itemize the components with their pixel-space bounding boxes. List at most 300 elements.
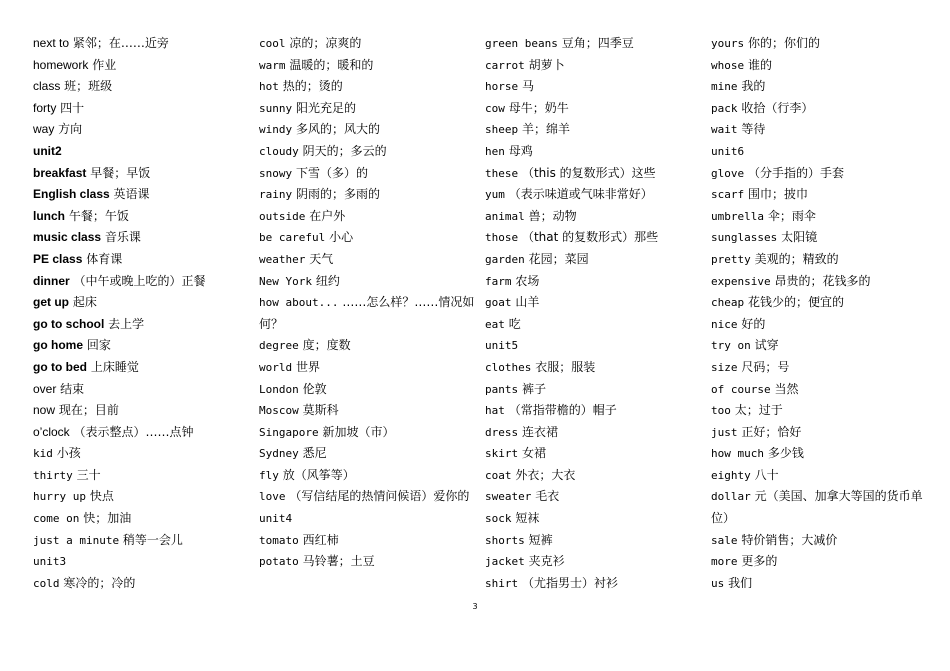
vocab-meaning: 我的 bbox=[741, 79, 766, 94]
vocab-meaning: 谁的 bbox=[747, 57, 772, 72]
vocab-meaning: 热的；烫的 bbox=[282, 79, 343, 94]
vocab-entry bbox=[485, 530, 703, 552]
vocab-entry bbox=[711, 271, 929, 293]
vocab-word: expensive bbox=[711, 274, 771, 288]
vocab-entry bbox=[485, 292, 703, 314]
vocab-entry bbox=[711, 206, 929, 228]
vocab-word: yum bbox=[485, 188, 505, 202]
vocab-meaning: 正好；恰好 bbox=[741, 424, 802, 439]
vocab-word: just bbox=[711, 425, 738, 439]
vocab-word: windy bbox=[259, 123, 293, 137]
vocab-word: Sydney bbox=[259, 447, 299, 461]
vocab-entry bbox=[485, 314, 703, 336]
vocab-meaning: 你的；你们的 bbox=[747, 36, 820, 50]
vocab-word: try on bbox=[711, 339, 751, 353]
vocab-entry bbox=[485, 422, 703, 444]
vocab-entry bbox=[485, 249, 703, 271]
vocab-word: next to bbox=[33, 36, 70, 50]
vocab-word: hen bbox=[485, 144, 505, 158]
vocab-word: unit2 bbox=[33, 143, 62, 158]
vocab-entry bbox=[485, 335, 703, 357]
vocab-meaning: 小孩 bbox=[56, 446, 81, 461]
vocab-word: whose bbox=[711, 58, 745, 72]
vocab-entry bbox=[259, 486, 477, 508]
vocab-word: nice bbox=[711, 317, 738, 331]
vocab-word: snowy bbox=[259, 166, 293, 180]
vocab-meaning: 太；过于 bbox=[734, 403, 783, 418]
vocab-meaning: 阴天的；多云的 bbox=[302, 143, 387, 158]
vocab-word: wait bbox=[711, 123, 738, 137]
vocab-meaning: 当然 bbox=[774, 381, 799, 396]
vocab-entry bbox=[33, 573, 251, 595]
vocab-entry bbox=[33, 98, 251, 120]
vocab-meaning: 连衣裙 bbox=[521, 424, 558, 439]
vocab-entry bbox=[485, 98, 703, 120]
vocab-meaning: 特价销售；大减价 bbox=[741, 532, 838, 547]
vocab-word: cold bbox=[33, 576, 60, 590]
vocab-meaning: 母鸡 bbox=[508, 143, 533, 158]
vocab-meaning: 西红柿 bbox=[302, 532, 339, 547]
vocab-word: skirt bbox=[485, 447, 519, 461]
vocab-entry bbox=[259, 119, 477, 141]
vocab-word: Moscow bbox=[259, 404, 299, 418]
vocab-word: hot bbox=[259, 80, 279, 94]
vocab-meaning: 元（美国、加拿大等国的货币单位） bbox=[711, 489, 923, 526]
vocab-meaning: 多风的；风大的 bbox=[295, 122, 380, 137]
vocab-entry bbox=[711, 314, 929, 336]
vocab-word: carrot bbox=[485, 58, 525, 72]
vocab-meaning: 等待 bbox=[741, 122, 766, 137]
vocab-column-1 bbox=[33, 33, 251, 594]
vocab-entry bbox=[33, 379, 251, 401]
vocab-meaning: 早餐；早饭 bbox=[90, 165, 151, 180]
vocab-meaning: 快点 bbox=[89, 489, 114, 504]
vocab-column-2 bbox=[259, 33, 477, 573]
vocab-entry bbox=[259, 357, 477, 379]
vocab-word: degree bbox=[259, 339, 299, 353]
vocab-entry bbox=[259, 271, 477, 293]
vocab-word: get up bbox=[33, 295, 69, 310]
vocab-meaning: 农场 bbox=[515, 273, 540, 288]
vocab-meaning: 班；班级 bbox=[64, 79, 113, 94]
vocab-entry bbox=[33, 76, 251, 98]
vocab-meaning: 毛衣 bbox=[535, 489, 560, 504]
vocab-entry bbox=[711, 422, 929, 444]
vocab-meaning: 外衣；大衣 bbox=[515, 467, 576, 482]
vocab-word: world bbox=[259, 360, 293, 374]
vocab-entry bbox=[259, 249, 477, 271]
vocab-word: sock bbox=[485, 512, 512, 526]
vocab-word: hurry up bbox=[33, 490, 86, 504]
vocab-entry bbox=[485, 271, 703, 293]
vocab-entry bbox=[711, 443, 929, 465]
vocab-meaning: 新加坡（市） bbox=[322, 424, 395, 439]
vocab-entry bbox=[259, 422, 477, 444]
vocab-meaning: 山羊 bbox=[515, 295, 540, 310]
vocab-meaning: 收拾（行李） bbox=[741, 100, 814, 115]
vocab-meaning: 围巾；披巾 bbox=[747, 187, 808, 202]
vocab-entry bbox=[485, 551, 703, 573]
vocab-meaning: 花钱少的；便宜的 bbox=[747, 295, 844, 310]
vocab-word: cool bbox=[259, 37, 286, 50]
vocab-meaning: 母牛；奶牛 bbox=[508, 100, 569, 115]
vocab-meaning: 阴雨的；多雨的 bbox=[295, 187, 380, 202]
vocab-word: yours bbox=[711, 37, 745, 50]
vocab-entry bbox=[33, 508, 251, 530]
vocab-meaning: 天气 bbox=[309, 251, 334, 266]
vocab-word: homework bbox=[33, 57, 89, 72]
vocab-word: forty bbox=[33, 100, 57, 115]
vocab-meaning: 午餐；午饭 bbox=[68, 208, 129, 223]
vocab-entry bbox=[259, 163, 477, 185]
vocab-meaning: 胡萝卜 bbox=[528, 57, 565, 72]
page-number: 3 bbox=[472, 602, 478, 611]
vocab-meaning: 寒冷的；冷的 bbox=[63, 575, 136, 590]
vocab-entry bbox=[485, 508, 703, 530]
vocab-meaning: 羊；绵羊 bbox=[521, 122, 570, 137]
vocab-entry bbox=[711, 76, 929, 98]
vocab-meaning: （that 的复数形式）那些 bbox=[521, 230, 659, 245]
vocab-entry bbox=[711, 551, 929, 573]
vocab-meaning: 试穿 bbox=[754, 338, 779, 353]
vocab-word: pack bbox=[711, 101, 738, 115]
vocab-entry bbox=[259, 379, 477, 401]
vocab-entry bbox=[259, 400, 477, 422]
vocab-meaning: 起床 bbox=[72, 295, 97, 310]
vocab-entry bbox=[33, 227, 251, 249]
vocab-meaning: 吃 bbox=[508, 316, 521, 331]
vocab-entry bbox=[33, 292, 251, 314]
vocab-meaning: 温暖的；暖和的 bbox=[289, 57, 374, 72]
vocab-entry bbox=[711, 530, 929, 552]
vocab-entry bbox=[33, 55, 251, 77]
vocab-word: pants bbox=[485, 382, 519, 396]
vocab-entry bbox=[33, 184, 251, 206]
vocab-word: eighty bbox=[711, 468, 751, 482]
vocab-entry bbox=[485, 206, 703, 228]
vocab-word: unit3 bbox=[33, 555, 67, 569]
vocab-word: glove bbox=[711, 166, 745, 180]
vocab-entry bbox=[711, 119, 929, 141]
vocab-word: come on bbox=[33, 512, 80, 526]
vocab-word: how much bbox=[711, 447, 764, 461]
vocab-entry bbox=[711, 33, 929, 55]
vocab-meaning: 世界 bbox=[295, 359, 320, 374]
vocab-meaning: （this 的复数形式）这些 bbox=[521, 165, 656, 180]
vocab-word: these bbox=[485, 166, 519, 180]
vocab-word: sheep bbox=[485, 123, 519, 137]
vocab-word: class bbox=[33, 79, 61, 94]
vocab-entry bbox=[485, 379, 703, 401]
vocab-word: way bbox=[33, 122, 55, 137]
vocab-word: go home bbox=[33, 338, 83, 353]
vocab-entry bbox=[485, 119, 703, 141]
vocab-word: garden bbox=[485, 252, 525, 266]
vocab-entry bbox=[485, 55, 703, 77]
vocab-entry bbox=[259, 76, 477, 98]
vocab-entry bbox=[33, 249, 251, 271]
vocab-word: music class bbox=[33, 230, 102, 245]
vocab-meaning: 稍等一会儿 bbox=[122, 532, 183, 547]
vocab-meaning: （中午或晚上吃的）正餐 bbox=[73, 273, 206, 288]
vocab-meaning: （尤指男士）衬衫 bbox=[521, 575, 618, 590]
vocab-word: weather bbox=[259, 252, 306, 266]
vocab-meaning: 夹克衫 bbox=[528, 554, 565, 569]
vocab-entry bbox=[259, 530, 477, 552]
vocab-entry bbox=[33, 33, 251, 55]
vocab-word: clothes bbox=[485, 360, 532, 374]
vocab-meaning: 马 bbox=[521, 79, 534, 94]
vocab-word: those bbox=[485, 231, 519, 245]
vocab-meaning: 快；加油 bbox=[83, 511, 132, 526]
vocab-word: sunglasses bbox=[711, 231, 778, 245]
vocab-word: warm bbox=[259, 58, 286, 72]
vocab-column-4 bbox=[711, 33, 929, 594]
vocab-meaning: 度；度数 bbox=[302, 338, 351, 353]
vocab-entry bbox=[711, 163, 929, 185]
vocab-word: just a minute bbox=[33, 533, 120, 547]
vocab-meaning: 三十 bbox=[76, 467, 101, 482]
vocab-word: too bbox=[711, 404, 731, 418]
vocab-word: farm bbox=[485, 274, 512, 288]
vocab-meaning: 英语课 bbox=[113, 187, 150, 202]
vocab-word: kid bbox=[33, 447, 53, 461]
vocab-entry bbox=[485, 573, 703, 595]
vocab-entry bbox=[711, 98, 929, 120]
vocab-word: now bbox=[33, 403, 56, 418]
vocab-meaning: 昂贵的；花钱多的 bbox=[774, 273, 871, 288]
vocab-word: cheap bbox=[711, 296, 745, 310]
vocab-entry bbox=[711, 486, 929, 529]
vocab-meaning: 裤子 bbox=[521, 381, 546, 396]
vocab-entry bbox=[33, 271, 251, 293]
vocab-meaning: 太阳镜 bbox=[781, 230, 818, 245]
vocab-entry bbox=[485, 76, 703, 98]
vocab-entry bbox=[33, 314, 251, 336]
vocab-meaning: 悉尼 bbox=[302, 446, 327, 461]
vocab-entry bbox=[485, 465, 703, 487]
vocab-meaning: 伦敦 bbox=[302, 381, 327, 396]
vocab-word: tomato bbox=[259, 533, 299, 547]
vocab-meaning: 作业 bbox=[92, 57, 117, 72]
vocab-meaning: 上床睡觉 bbox=[90, 359, 139, 374]
vocab-entry bbox=[33, 530, 251, 552]
vocab-meaning: 衣服；服装 bbox=[535, 359, 596, 374]
vocab-meaning: 美观的；精致的 bbox=[754, 251, 839, 266]
vocab-word: love bbox=[259, 490, 286, 504]
vocab-meaning: 紧邻；在……近旁 bbox=[72, 36, 169, 50]
vocab-entry bbox=[259, 98, 477, 120]
vocab-meaning: 伞；雨伞 bbox=[767, 208, 816, 223]
vocab-word: go to bed bbox=[33, 359, 87, 374]
vocab-meaning: 现在；目前 bbox=[58, 403, 119, 418]
vocab-word: horse bbox=[485, 80, 519, 94]
vocab-entry bbox=[259, 551, 477, 573]
vocab-entry bbox=[485, 357, 703, 379]
vocab-entry bbox=[33, 163, 251, 185]
vocab-meaning: 放（风筝等） bbox=[282, 467, 355, 482]
vocab-word: unit6 bbox=[711, 144, 745, 158]
vocab-word: potato bbox=[259, 555, 299, 569]
vocab-meaning: 凉的；凉爽的 bbox=[289, 36, 362, 50]
vocab-word: animal bbox=[485, 209, 525, 223]
vocab-meaning: 去上学 bbox=[108, 316, 145, 331]
vocab-meaning: 兽；动物 bbox=[528, 208, 577, 223]
vocab-meaning: 四十 bbox=[60, 100, 85, 115]
vocab-meaning: 我们 bbox=[728, 575, 753, 590]
vocab-word: lunch bbox=[33, 208, 65, 223]
vocab-entry bbox=[711, 141, 929, 163]
vocab-meaning: （写信结尾的热情问候语）爱你的 bbox=[289, 489, 470, 504]
vocab-entry bbox=[711, 184, 929, 206]
vocab-entry bbox=[711, 249, 929, 271]
vocab-entry bbox=[711, 357, 929, 379]
vocab-word: Singapore bbox=[259, 425, 319, 439]
vocab-meaning: （表示整点）……点钟 bbox=[73, 424, 194, 439]
vocab-word: PE class bbox=[33, 251, 83, 266]
vocab-entry bbox=[485, 227, 703, 249]
vocab-word: English class bbox=[33, 187, 110, 202]
vocab-entry bbox=[259, 335, 477, 357]
vocab-word: of course bbox=[711, 382, 771, 396]
vocab-word: scarf bbox=[711, 188, 745, 202]
vocab-entry bbox=[33, 357, 251, 379]
vocab-word: umbrella bbox=[711, 209, 764, 223]
vocab-meaning: 马铃薯；土豆 bbox=[302, 554, 375, 569]
vocab-meaning: 回家 bbox=[86, 338, 111, 353]
vocab-entry bbox=[711, 292, 929, 314]
vocab-entry bbox=[485, 184, 703, 206]
vocab-entry bbox=[33, 422, 251, 444]
vocab-meaning: 莫斯科 bbox=[302, 403, 339, 418]
vocab-entry bbox=[259, 508, 477, 530]
vocab-word: unit5 bbox=[485, 339, 519, 353]
vocab-entry bbox=[711, 227, 929, 249]
vocab-meaning: 体育课 bbox=[86, 251, 123, 266]
vocab-meaning: 短裤 bbox=[528, 532, 553, 547]
vocab-entry bbox=[711, 55, 929, 77]
vocab-entry bbox=[259, 465, 477, 487]
vocab-meaning: 短袜 bbox=[515, 511, 540, 526]
vocab-entry bbox=[711, 400, 929, 422]
vocab-meaning: 豆角；四季豆 bbox=[561, 36, 634, 50]
vocab-word: fly bbox=[259, 468, 279, 482]
vocab-entry bbox=[33, 551, 251, 573]
vocab-meaning: （表示味道或气味非常好） bbox=[508, 187, 653, 202]
vocab-entry bbox=[33, 206, 251, 228]
vocab-word: over bbox=[33, 381, 57, 396]
vocab-meaning: （分手指的）手套 bbox=[747, 165, 844, 180]
vocab-meaning: ……怎么样？……情况如何？ bbox=[259, 295, 475, 331]
vocab-word: dress bbox=[485, 425, 519, 439]
vocab-meaning: 音乐课 bbox=[104, 230, 141, 245]
vocab-entry bbox=[259, 184, 477, 206]
vocab-meaning: 在户外 bbox=[309, 208, 346, 223]
vocab-entry bbox=[711, 335, 929, 357]
vocab-word: jacket bbox=[485, 555, 525, 569]
vocab-word: sunny bbox=[259, 101, 293, 115]
vocab-word: unit4 bbox=[259, 512, 293, 526]
vocab-word: eat bbox=[485, 317, 505, 331]
vocab-word: shirt bbox=[485, 576, 519, 590]
vocab-word: London bbox=[259, 382, 299, 396]
vocab-entry bbox=[259, 206, 477, 228]
vocab-word: go to school bbox=[33, 316, 105, 331]
vocab-entry bbox=[259, 141, 477, 163]
vocab-meaning: 好的 bbox=[741, 316, 766, 331]
vocab-entry bbox=[33, 141, 251, 163]
vocab-meaning: 更多的 bbox=[741, 554, 778, 569]
vocab-entry bbox=[485, 141, 703, 163]
vocab-word: o’clock bbox=[33, 424, 70, 439]
vocab-word: dollar bbox=[711, 490, 751, 504]
vocab-meaning: （常指带檐的）帽子 bbox=[508, 403, 617, 418]
vocab-word: green beans bbox=[485, 37, 558, 50]
vocab-word: sale bbox=[711, 533, 738, 547]
vocab-entry bbox=[259, 227, 477, 249]
vocab-entry bbox=[259, 55, 477, 77]
vocab-meaning: 多少钱 bbox=[767, 446, 804, 461]
vocab-entry bbox=[485, 486, 703, 508]
vocab-word: New York bbox=[259, 274, 312, 288]
vocab-word: pretty bbox=[711, 252, 751, 266]
vocab-word: cow bbox=[485, 101, 505, 115]
vocab-column-3 bbox=[485, 33, 703, 594]
vocab-entry bbox=[711, 573, 929, 595]
vocab-word: be careful bbox=[259, 231, 326, 245]
vocab-entry bbox=[33, 335, 251, 357]
vocab-word: more bbox=[711, 555, 738, 569]
vocab-entry bbox=[485, 163, 703, 185]
vocab-meaning: 结束 bbox=[60, 381, 85, 396]
vocab-word: how about... bbox=[259, 296, 339, 310]
vocab-entry bbox=[33, 465, 251, 487]
vocab-meaning: 花园；菜园 bbox=[528, 251, 589, 266]
vocab-entry bbox=[33, 443, 251, 465]
vocab-word: us bbox=[711, 576, 725, 590]
vocab-word: sweater bbox=[485, 490, 532, 504]
vocab-word: breakfast bbox=[33, 165, 87, 180]
vocab-meaning: 纽约 bbox=[315, 273, 340, 288]
vocab-word: coat bbox=[485, 468, 512, 482]
vocab-meaning: 女裙 bbox=[521, 446, 546, 461]
vocab-entry bbox=[33, 486, 251, 508]
vocab-entry bbox=[485, 443, 703, 465]
vocab-meaning: 下雪（多）的 bbox=[295, 165, 368, 180]
vocab-entry bbox=[711, 379, 929, 401]
vocab-entry bbox=[259, 292, 477, 335]
vocab-entry bbox=[33, 119, 251, 141]
vocab-word: thirty bbox=[33, 468, 73, 482]
vocab-word: hat bbox=[485, 404, 505, 418]
vocab-entry bbox=[485, 400, 703, 422]
vocab-entry bbox=[259, 33, 477, 55]
vocab-word: size bbox=[711, 360, 738, 374]
vocab-meaning: 小心 bbox=[329, 230, 354, 245]
vocab-word: rainy bbox=[259, 188, 293, 202]
vocab-word: cloudy bbox=[259, 144, 299, 158]
vocab-entry bbox=[485, 33, 703, 55]
vocab-meaning: 阳光充足的 bbox=[295, 100, 356, 115]
vocab-word: dinner bbox=[33, 273, 70, 288]
vocab-meaning: 尺码；号 bbox=[741, 359, 790, 374]
vocab-entry bbox=[711, 465, 929, 487]
vocab-entry bbox=[33, 400, 251, 422]
vocab-word: goat bbox=[485, 296, 512, 310]
vocab-word: shorts bbox=[485, 533, 525, 547]
vocab-word: outside bbox=[259, 209, 306, 223]
vocab-word: mine bbox=[711, 80, 738, 94]
